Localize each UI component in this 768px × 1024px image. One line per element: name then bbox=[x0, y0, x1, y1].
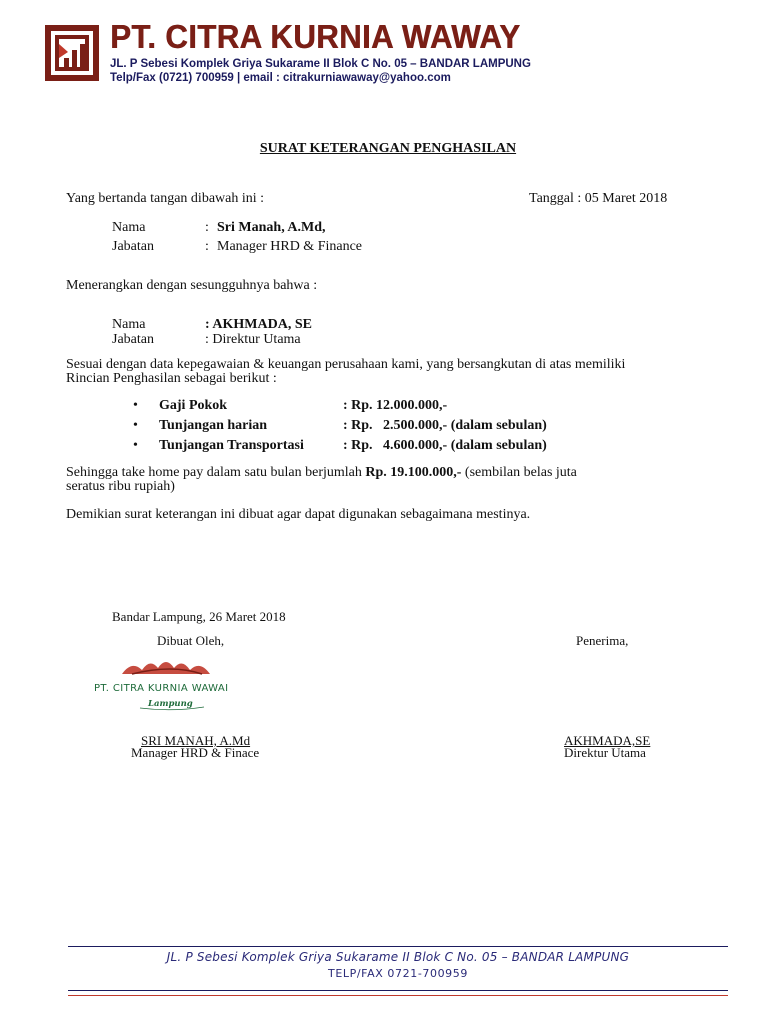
para1-line2: Rincian Penghasilan sebagai berikut : bbox=[66, 371, 277, 386]
svg-text:PT. CITRA KURNIA WAWAI: PT. CITRA KURNIA WAWAI bbox=[94, 683, 229, 694]
bullet-icon: • bbox=[133, 438, 138, 453]
signer-position-label: Jabatan bbox=[112, 239, 154, 254]
income-label: Tunjangan Transportasi bbox=[159, 438, 304, 453]
header-contact: Telp/Fax (0721) 700959 | email : citrakurniawaway@yahoo.com bbox=[110, 72, 451, 84]
company-stamp bbox=[92, 656, 252, 714]
total-amount: Rp. 19.100.000,- bbox=[365, 465, 462, 480]
intro-text: Yang bertanda tangan dibawah ini : bbox=[66, 191, 265, 206]
company-logo bbox=[44, 24, 100, 82]
income-label: Tunjangan harian bbox=[159, 418, 268, 433]
left-signer-name: SRI MANAH, A.Md bbox=[141, 733, 251, 748]
employee-position-label: Jabatan bbox=[112, 332, 154, 347]
employee-position-value: : Direktur Utama bbox=[205, 332, 301, 347]
footer-divider bbox=[68, 990, 728, 991]
svg-text:Lampung: Lampung bbox=[148, 699, 193, 709]
header-address: JL. P Sebesi Komplek Griya Sukarame II Blok C No. 05 – BANDAR LAMPUNG bbox=[110, 58, 531, 70]
document-title: SURAT KETERANGAN PENGHASILAN bbox=[259, 141, 517, 156]
signer-name-rest: , A.Md, bbox=[281, 220, 326, 235]
signer-name-label: Nama bbox=[112, 220, 146, 235]
place-date: Bandar Lampung, 26 Maret 2018 bbox=[112, 609, 286, 624]
income-value: : Rp. 4.600.000,- (dalam sebulan) bbox=[343, 438, 547, 453]
company-name: PT. CITRA KURNIA WAWAY bbox=[110, 18, 521, 55]
signer-position-value: Manager HRD & Finance bbox=[217, 239, 363, 254]
footer-address: JL. P Sebesi Komplek Griya Sukarame II Blok C No. 05 – BANDAR LAMPUNG bbox=[68, 950, 728, 964]
signer-name-value bbox=[217, 220, 326, 236]
right-signer-title: Direktur Utama bbox=[564, 745, 646, 760]
letter-date: Tanggal : 05 Maret 2018 bbox=[529, 191, 668, 206]
right-signer-name: AKHMADA,SE bbox=[564, 733, 651, 748]
made-by-label: Dibuat Oleh, bbox=[157, 633, 225, 648]
signer-name-bold: Sri Manah bbox=[217, 220, 282, 235]
receiver-label: Penerima, bbox=[576, 633, 629, 648]
closing-text: Demikian surat keterangan ini dibuat agar dapat digunakan sebagaimana mestinya. bbox=[66, 507, 531, 522]
footer-phone: TELP/FAX 0721-700959 bbox=[328, 967, 468, 980]
income-value: : Rp. 2.500.000,- (dalam sebulan) bbox=[343, 418, 547, 433]
total-prefix: Sehingga take home pay dalam satu bulan berjumlah bbox=[66, 465, 366, 480]
income-value: : Rp. 12.000.000,- bbox=[343, 398, 448, 413]
para1-line1: Sesuai dengan data kepegawaian & keuangan perusahaan kami, yang bersangkutan di atas memiliki bbox=[66, 357, 626, 372]
signer-name-sep: : bbox=[205, 220, 209, 235]
signer-position-sep: : bbox=[205, 239, 209, 254]
left-signer-title: Manager HRD & Finace bbox=[131, 745, 260, 760]
employee-name-label: Nama bbox=[112, 317, 146, 332]
bullet-icon: • bbox=[133, 398, 138, 413]
total-suffix: (sembilan belas juta bbox=[461, 465, 577, 480]
footer-divider bbox=[68, 946, 728, 947]
income-label: Gaji Pokok bbox=[159, 398, 228, 413]
footer-divider bbox=[68, 995, 728, 996]
bullet-icon: • bbox=[133, 418, 138, 433]
employee-name-value: : AKHMADA, SE bbox=[205, 317, 312, 332]
total-line2: seratus ribu rupiah) bbox=[66, 479, 175, 494]
statement-text: Menerangkan dengan sesungguhnya bahwa : bbox=[66, 278, 318, 293]
